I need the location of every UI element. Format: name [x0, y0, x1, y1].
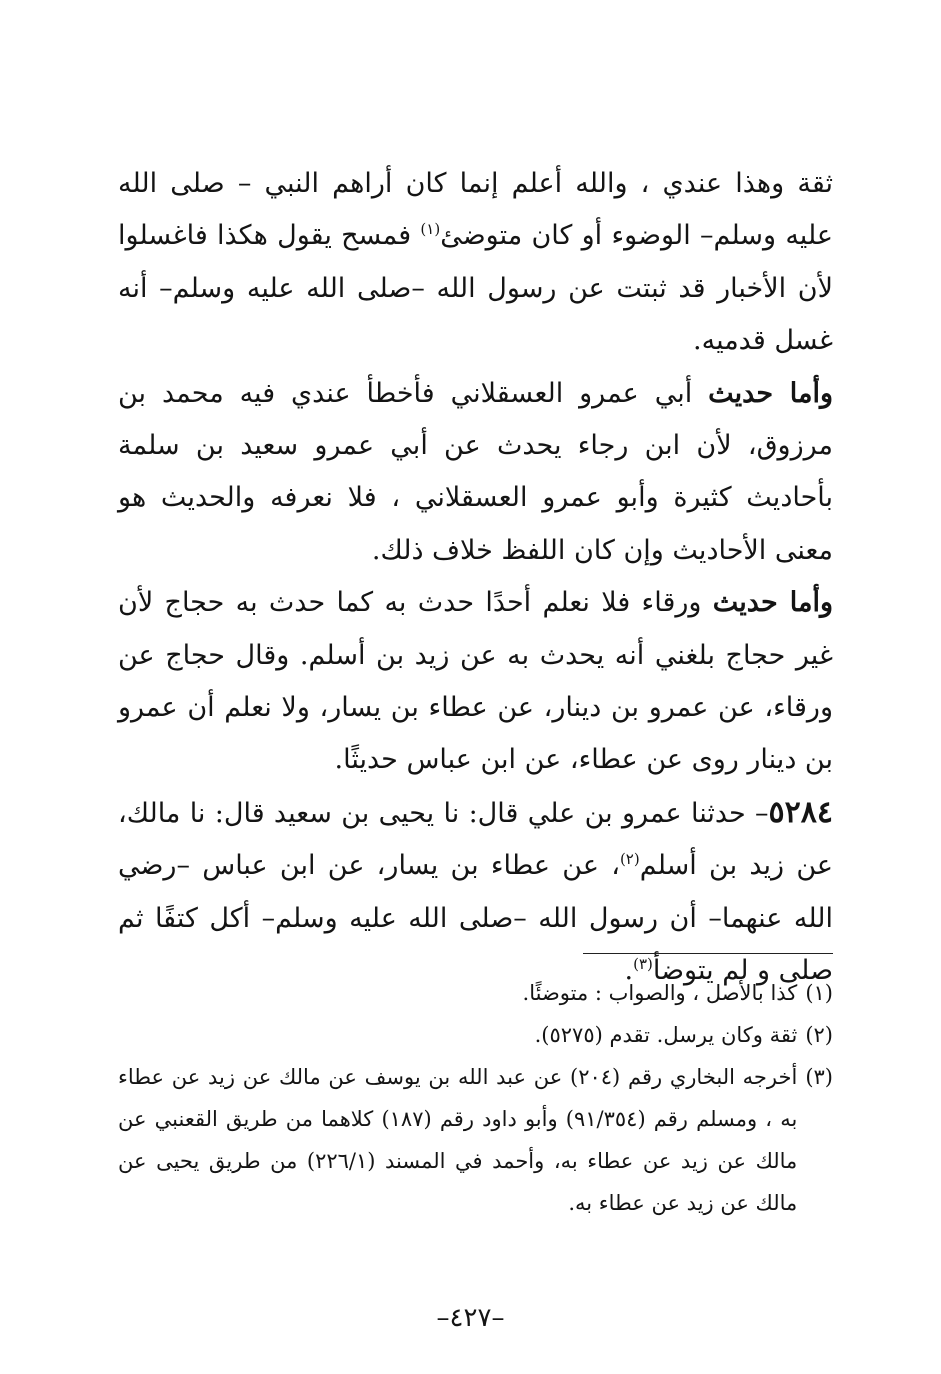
paragraph-1-text: ثقة وهذا عندي ، والله أعلم إنما كان أراهم النبي – صلى الله عليه وسلم– الوضوء أو كان متوضئ [118, 168, 833, 252]
footnotes [118, 972, 833, 1224]
paragraph-1 [118, 158, 833, 368]
paragraph-3 [118, 577, 833, 787]
footnote-ref-3: (٣) [633, 955, 653, 974]
paragraph-2 [118, 368, 833, 578]
hadith-text: – حدثنا عمرو بن علي قال: نا يحيى بن سعيد قال: نا مالك، عن زيد بن أسلم [118, 797, 833, 882]
footnote-1-number: (١) [805, 981, 833, 1005]
hadith-5284 [118, 787, 833, 998]
main-text [118, 158, 833, 998]
hadith-tail: . [624, 955, 634, 987]
paragraph-1-tail: فمسح يقول هكذا فاغسلوا لأن الأخبار قد ثبتت عن رسول الله –صلى الله عليه وسلم– أنه غسل قدميه. [118, 220, 833, 357]
footnote-2-number: (٢) [805, 1023, 833, 1047]
footnote-3-number: (٣) [805, 1065, 833, 1089]
footnote-3 [118, 1056, 833, 1224]
footnote-2 [118, 1014, 833, 1056]
footnote-2-text: ثقة وكان يرسل. تقدم (٥٢٧٥). [534, 1023, 798, 1047]
footnote-1 [118, 972, 833, 1014]
paragraph-3-lead: وأما حديث [712, 587, 833, 619]
page-number: –٤٢٧– [436, 1303, 505, 1333]
footnote-ref-2: (٢) [619, 850, 640, 869]
hadith-number: ٥٢٨٤ [768, 794, 833, 830]
paragraph-2-lead: وأما حديث [708, 377, 833, 409]
footnote-divider [583, 953, 833, 954]
footnote-3-text: أخرجه البخاري رقم (٢٠٤) عن عبد الله بن يوسف عن مالك عن زيد عن عطاء به ، ومسلم رقم (٩١/٣٥٤) وأبو داود رقم (١٨٧) كلاهما من طريق القعنبي عن مالك عن زيد عن عطاء به، وأحمد في المسند (٢٢٦/١) من طريق يحيى عن مالك عن زيد عن عطاء به. [118, 1065, 798, 1215]
hadith-middle: ، عن عطاء بن يسار، عن ابن عباس –رضي الله عنهما– أن رسول الله –صلى الله عليه وسلم– أكل كتفًا ثم صلى و لم يتوضأ [118, 850, 833, 987]
paragraph-2-text: أبي عمرو العسقلاني فأخطأ عندي فيه محمد بن مرزوق، لأن ابن رجاء يحدث عن أبي عمرو سعيد بن سلمة بأحاديث كثيرة وأبو عمرو العسقلاني ، فلا نعرفه والحديث هو معنى الأحاديث وإن كان اللفظ خلاف ذلك. [118, 377, 833, 566]
paragraph-3-text: ورقاء فلا نعلم أحدًا حدث به كما حدث به حجاج لأن غير حجاج بلغني أنه يحدث به عن زيد بن أسلم. وقال حجاج عن ورقاء، عن عمرو بن دينار، عن عطاء بن يسار، ولا نعلم أن عمرو بن دينار روى عن عطاء، عن ابن عباس حديثًا. [118, 587, 833, 776]
footnote-1-text: كذا بالأصل ، والصواب : متوضئًا. [522, 981, 798, 1005]
footnote-ref-1: (١) [420, 220, 441, 239]
